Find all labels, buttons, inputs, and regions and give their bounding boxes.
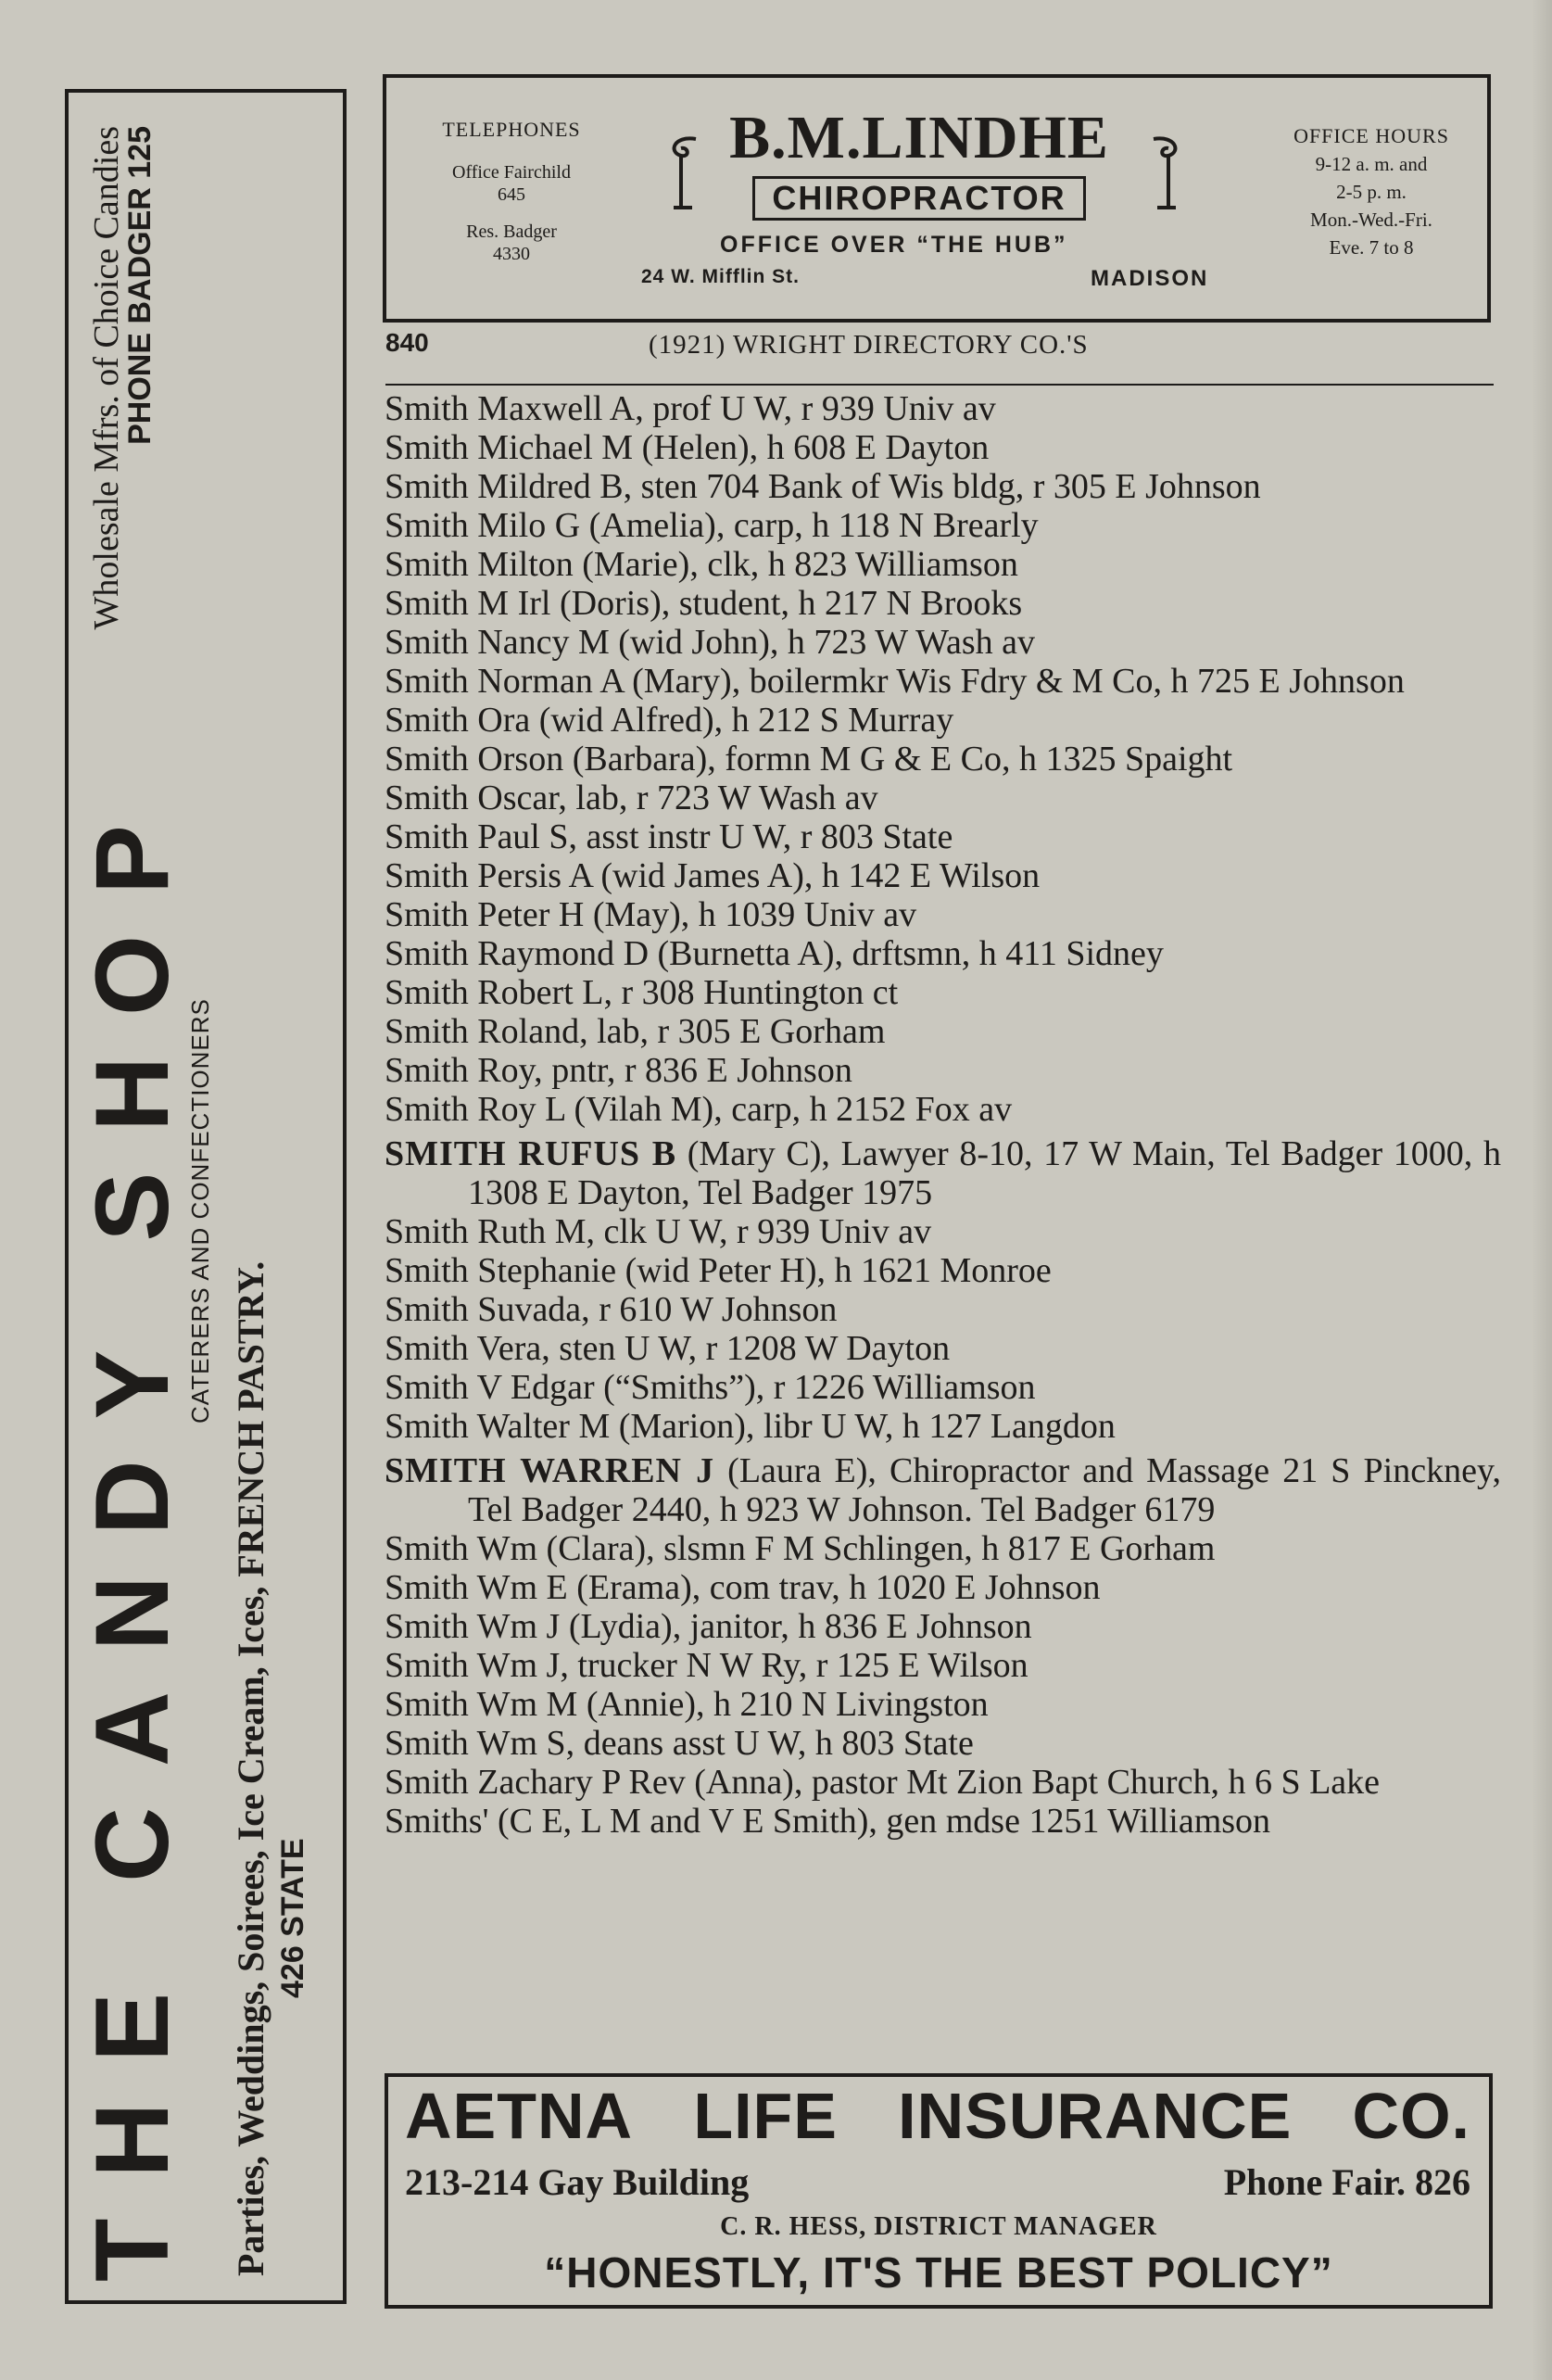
candy-shop-phone: PHONE BADGER 125	[122, 126, 158, 445]
entry-name: Smith Orson	[385, 740, 564, 779]
directory-entry	[385, 506, 1501, 545]
entry-details: (Burnetta A), drftsmn, h 411 Sidney	[649, 934, 1164, 973]
entry-details: r 610 W Johnson	[589, 1290, 838, 1329]
directory-entry	[385, 1407, 1501, 1446]
entry-details: (C E, L M and V E Smith), gen mdse 1251 Williamson	[488, 1802, 1271, 1841]
directory-entry	[385, 1763, 1501, 1802]
office-hours-block	[1283, 122, 1459, 261]
entry-details: (Marie), clk, h 823 Williamson	[573, 545, 1018, 584]
directory-entry	[385, 1090, 1501, 1129]
directory-entry	[385, 1329, 1501, 1368]
co-word: CO.	[1352, 2080, 1470, 2152]
aetna-motto: “HONESTLY, IT'S THE BEST POLICY”	[544, 2248, 1333, 2297]
entry-name: SMITH RUFUS B	[385, 1134, 677, 1173]
entry-name: Smith Robert L,	[385, 973, 612, 1012]
directory-entry	[385, 1568, 1501, 1607]
aetna-building: 213-214 Gay Building	[405, 2161, 750, 2203]
entry-details: (“Smiths”), r 1226 Williamson	[594, 1368, 1036, 1407]
directory-entry	[385, 428, 1501, 467]
entry-name: Smith Wm M	[385, 1685, 578, 1724]
life-word: LIFE	[693, 2080, 838, 2152]
directory-entry	[385, 1802, 1501, 1841]
entry-details: (Amelia), carp, h 118 N Brearly	[580, 506, 1039, 545]
candy-shop-name: THE CANDY SHOP	[74, 784, 190, 2282]
entry-details: (wid Alfred), h 212 S Murray	[530, 701, 954, 740]
directory-entry	[385, 1646, 1501, 1685]
directory-entry	[385, 467, 1501, 506]
entry-details: trucker N W Ry, r 125 E Wilson	[568, 1646, 1028, 1685]
entry-details: r 308 Huntington ct	[612, 973, 899, 1012]
entry-name: Smith Maxwell A,	[385, 389, 644, 428]
entry-details: (May), h 1039 Univ av	[584, 895, 917, 934]
entry-name: Smith Stephanie	[385, 1251, 617, 1290]
directory-entry	[385, 1529, 1501, 1568]
header-rule	[385, 384, 1494, 386]
page-number: 840	[385, 328, 429, 357]
candy-shop-advertisement	[65, 89, 347, 2304]
entry-details: (Helen), h 608 E Dayton	[633, 428, 990, 467]
entry-name: Smith Roland,	[385, 1012, 588, 1051]
directory-entry	[385, 1607, 1501, 1646]
directory-entry	[385, 973, 1501, 1012]
directory-entry	[385, 623, 1501, 662]
entry-name: Smith V Edgar	[385, 1368, 595, 1407]
entry-details: (Barbara), formn M G & E Co, h 1325 Spaight	[563, 740, 1233, 779]
chiropractor-advertisement	[383, 74, 1491, 323]
entry-details: (Anna), pastor Mt Zion Bapt Church, h 6 S Lake	[685, 1763, 1381, 1802]
entry-name: Smith Zachary P Rev	[385, 1763, 686, 1802]
directory-entry	[385, 1451, 1501, 1529]
entry-details: (Mary C), Lawyer 8-10, 17 W Main, Tel Badger 1000, h 1308 E Dayton, Tel Badger 1975	[468, 1134, 1501, 1212]
directory-entry	[385, 740, 1501, 779]
directory-entry	[385, 1724, 1501, 1763]
entry-details: deans asst U W, h 803 State	[574, 1724, 974, 1763]
candy-shop-caterers: CATERERS AND CONFECTIONERS	[186, 998, 214, 1424]
entry-details: lab, r 305 E Gorham	[587, 1012, 886, 1051]
entry-name: Smith Wm E	[385, 1568, 568, 1607]
entry-name: Smith Paul S,	[385, 817, 577, 856]
office-address: 24 W. Mifflin St.	[641, 266, 801, 287]
aetna-company-name	[405, 2079, 1470, 2153]
directory-entry	[385, 701, 1501, 740]
entry-name: Smith Roy,	[385, 1051, 543, 1090]
entry-name: Smith Norman A	[385, 662, 624, 701]
directory-entry	[385, 1012, 1501, 1051]
entry-name: Smith Wm S,	[385, 1724, 575, 1763]
entry-name: Smith Ruth M,	[385, 1212, 595, 1251]
directory-entry	[385, 817, 1501, 856]
entry-name: Smith Mildred B,	[385, 467, 633, 506]
directory-entry	[385, 1051, 1501, 1090]
res-phone-label: Res. Badger	[466, 222, 557, 242]
directory-entry	[385, 1134, 1501, 1212]
office-hours-line-2: 2-5 p. m.	[1336, 181, 1407, 203]
entry-details: (Erama), com trav, h 1020 E Johnson	[567, 1568, 1101, 1607]
directory-entry	[385, 1212, 1501, 1251]
directory-listing	[385, 389, 1501, 1841]
directory-entry	[385, 779, 1501, 817]
directory-entry	[385, 662, 1501, 701]
entry-name: Smith Vera,	[385, 1329, 550, 1368]
entry-details: (Vilah M), carp, h 2152 Fox av	[564, 1090, 1013, 1129]
directory-entry	[385, 1290, 1501, 1329]
directory-entry	[385, 856, 1501, 895]
entry-details: (Annie), h 210 N Livingston	[577, 1685, 989, 1724]
directory-entry	[385, 1685, 1501, 1724]
entry-name: SMITH WARREN J	[385, 1451, 715, 1490]
res-phone-number: 4330	[493, 244, 530, 264]
entry-details: (wid James A), h 142 E Wilson	[591, 856, 1041, 895]
entry-name: Smith Michael M	[385, 428, 634, 467]
chiropractor-brand	[664, 106, 1174, 221]
office-hours-heading: OFFICE HOURS	[1293, 124, 1449, 147]
entry-name: Smith Raymond D	[385, 934, 650, 973]
page-edge	[1532, 0, 1552, 2380]
entry-details: (Marion), libr U W, h 127 Langdon	[610, 1407, 1116, 1446]
entry-name: Smith Oscar,	[385, 779, 567, 817]
directory-entry	[385, 1251, 1501, 1290]
aetna-word: AETNA	[405, 2080, 634, 2152]
entry-name: Smith Wm J,	[385, 1646, 569, 1685]
entry-details: (wid John), h 723 W Wash av	[609, 623, 1036, 662]
entry-name: Smith Milton	[385, 545, 574, 584]
entry-details: prof U W, r 939 Univ av	[643, 389, 996, 428]
entry-name: Smith Nancy M	[385, 623, 610, 662]
office-phone-number: 645	[498, 184, 525, 205]
entry-details: sten 704 Bank of Wis bldg, r 305 E Johnson	[632, 467, 1261, 506]
office-hours-line-1: 9-12 a. m. and	[1315, 153, 1428, 175]
candy-shop-rotated-content	[71, 98, 340, 2295]
entry-details: asst instr U W, r 803 State	[577, 817, 953, 856]
entry-details: (Doris), student, h 217 N Brooks	[550, 584, 1023, 623]
aetna-manager: C. R. HESS, DISTRICT MANAGER	[720, 2212, 1157, 2241]
office-hours-line-3: Mon.-Wed.-Fri.	[1310, 209, 1432, 231]
entry-name: Smith Suvada,	[385, 1290, 590, 1329]
entry-details: sten U W, r 1208 W Dayton	[549, 1329, 951, 1368]
entry-details: pntr, r 836 E Johnson	[542, 1051, 852, 1090]
chiropractor-name: B.M.LINDHE	[729, 104, 1109, 171]
entry-name: Smith Roy L	[385, 1090, 565, 1129]
telephones-block	[423, 119, 599, 265]
chiropractor-profession: CHIROPRACTOR	[752, 176, 1085, 221]
entry-details: lab, r 723 W Wash av	[566, 779, 878, 817]
entry-name: Smith Walter M	[385, 1407, 611, 1446]
page-title: (1921) WRIGHT DIRECTORY CO.'S	[649, 330, 1089, 360]
entry-details: (Clara), slsmn F M Schlingen, h 817 E Gorham	[537, 1529, 1216, 1568]
directory-entry	[385, 934, 1501, 973]
entry-details: (Lydia), janitor, h 836 E Johnson	[560, 1607, 1032, 1646]
directory-entry	[385, 545, 1501, 584]
directory-entry	[385, 584, 1501, 623]
entry-name: Smith M Irl	[385, 584, 551, 623]
office-phone-label: Office Fairchild	[452, 162, 571, 183]
directory-entry	[385, 895, 1501, 934]
telephones-heading: TELEPHONES	[442, 118, 581, 141]
aetna-phone: Phone Fair. 826	[1223, 2161, 1470, 2203]
entry-name: Smith Milo G	[385, 506, 581, 545]
entry-name: Smith Peter H	[385, 895, 585, 934]
office-hours-line-4: Eve. 7 to 8	[1329, 236, 1414, 259]
aetna-advertisement	[385, 2073, 1493, 2309]
entry-name: Smith Wm J	[385, 1607, 561, 1646]
candy-shop-address: 426 STATE	[275, 1838, 310, 1998]
office-city: MADISON	[1091, 266, 1209, 291]
entry-details: (wid Peter H), h 1621 Monroe	[616, 1251, 1052, 1290]
candy-shop-wholesale: Wholesale Mfrs. of Choice Candies	[87, 126, 126, 630]
entry-name: Smiths'	[385, 1802, 489, 1841]
directory-entry	[385, 389, 1501, 428]
directory-entry	[385, 1368, 1501, 1407]
entry-name: Smith Wm	[385, 1529, 538, 1568]
entry-details: clk U W, r 939 Univ av	[595, 1212, 932, 1251]
entry-name: Smith Persis A	[385, 856, 592, 895]
entry-name: Smith Ora	[385, 701, 531, 740]
candy-shop-services: Parties, Weddings, Soirees, Ice Cream, Ices, FRENCH PASTRY.	[230, 1260, 271, 2276]
insurance-word: INSURANCE	[898, 2080, 1293, 2152]
entry-details: (Laura E), Chiropractor and Massage 21 S Pinckney, Tel Badger 2440, h 923 W Johnson. Tel Badger 6179	[468, 1451, 1501, 1529]
office-location: OFFICE OVER “THE HUB”	[720, 232, 1068, 258]
entry-details: (Mary), boilermkr Wis Fdry & M Co, h 725 E Johnson	[623, 662, 1405, 701]
